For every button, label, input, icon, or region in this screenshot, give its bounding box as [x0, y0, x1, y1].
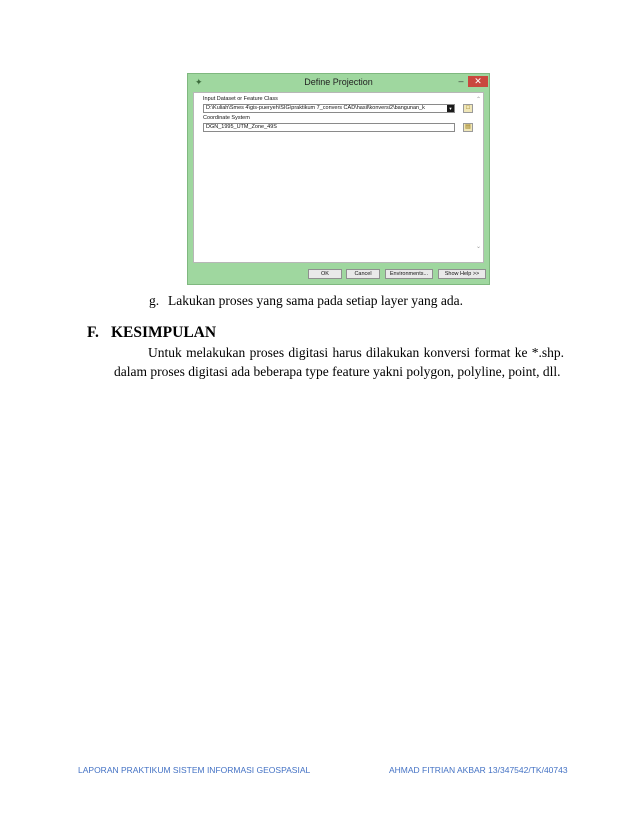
- scroll-down-icon: ⌄: [476, 244, 482, 250]
- step-caption: [149, 293, 463, 309]
- step-text: Lakukan proses yang sama pada setiap layer yang ada.: [168, 293, 464, 308]
- conclusion-paragraph: [114, 343, 564, 381]
- scroll-up-icon: ⌃: [476, 97, 482, 103]
- close-icon: ✕: [468, 76, 488, 87]
- dropdown-arrow-icon: ▼: [448, 106, 453, 111]
- footer-author: AHMAD FITRIAN AKBAR 13/347542/TK/40743: [389, 765, 568, 775]
- dialog-title: Define Projection: [304, 77, 373, 87]
- cancel-button: Cancel: [346, 269, 380, 279]
- coordinate-system-value: DGN_1995_UTM_Zone_49S: [206, 124, 277, 130]
- conclusion-text: Untuk melakukan proses digitasi harus dilakukan konversi format ke *.shp. dalam proses digitasi ada beberapa type feature yakni polygon, polyline, point, dll.: [114, 345, 564, 379]
- dialog-client-area: [193, 92, 484, 263]
- ok-button: OK: [308, 269, 342, 279]
- show-help-button: Show Help >>: [438, 269, 486, 279]
- footer-report-title: LAPORAN PRAKTIKUM SISTEM INFORMASI GEOSPASIAL: [78, 765, 311, 775]
- section-number: F.: [87, 324, 99, 341]
- minimize-icon: –: [458, 76, 464, 86]
- dialog-footer: [188, 263, 489, 284]
- coordinate-system-field: [203, 123, 455, 132]
- spatial-reference-icon: ▤: [463, 123, 473, 132]
- section-heading: [87, 324, 216, 342]
- input-dataset-field: [203, 104, 455, 113]
- browse-folder-icon: □: [463, 104, 473, 113]
- environments-button: Environments...: [385, 269, 433, 279]
- coordinate-system-label: Coordinate System: [203, 115, 250, 121]
- input-dataset-value: D:\Kuliah\Smes 4\gis-pueryeh\SIG\praktikum 7_convers CAD\hasil\konversi2\bangunan_k: [206, 105, 425, 111]
- define-projection-dialog-screenshot: [187, 73, 490, 285]
- section-title: KESIMPULAN: [111, 324, 217, 341]
- tool-icon: ✦: [195, 77, 203, 87]
- dialog-titlebar: [188, 74, 489, 91]
- step-marker: g.: [149, 293, 160, 308]
- input-dataset-label: Input Dataset or Feature Class: [203, 96, 278, 102]
